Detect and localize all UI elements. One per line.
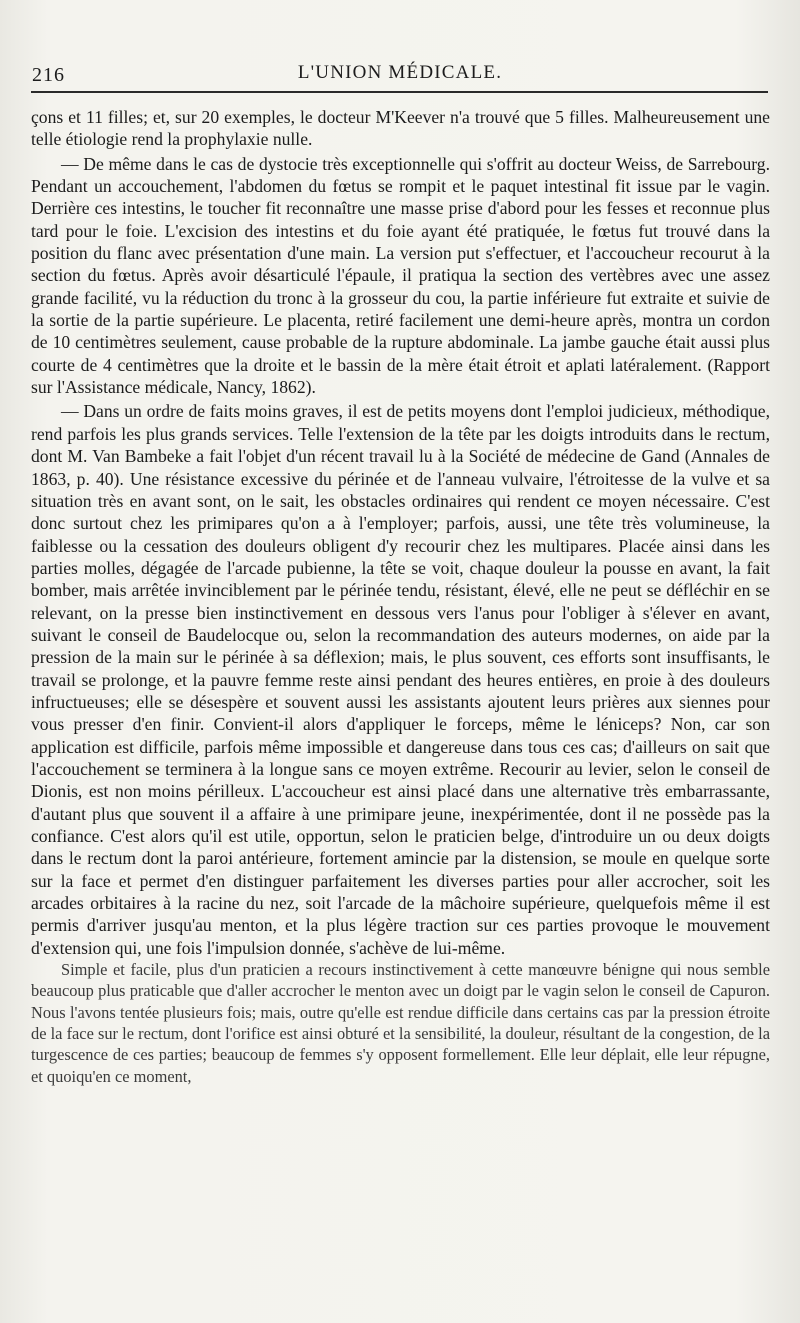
paragraph-capuron: Simple et facile, plus d'un praticien a recours instinctivement à cette manœuvre bénigne qui nous semble beaucoup plus praticable que d'aller accrocher le menton avec un doigt par le vagin selon le conseil de Capuron. Nous l'avons tentée plusieurs fois; mais, outre qu'elle est rendue difficile dans certains cas par la pression étroite de la face sur le rectum, dont l'orifice est ainsi obturé et la sensibilité, la douleur, résultant de la congestion, de la turgescence de ces parties; beaucoup de femmes s'y opposent formellement. Elle leur déplait, elle leur répugne, et quoiqu'en ce moment, (31, 960, 770, 1086)
journal-title: L'UNION MÉDICALE. (297, 62, 503, 83)
header-rule (31, 91, 768, 93)
paragraph-continuation: çons et 11 filles; et, sur 20 exemples, le docteur M'Keever n'a trouvé que 5 filles. Malheureusement une telle étiologie rend la prophylaxie nulle. (31, 107, 770, 150)
paragraph-weiss-case: — De même dans le cas de dystocie très exceptionnelle qui s'offrit au docteur Weiss, de Sarrebourg. Pendant un accouchement, l'abdomen du fœtus se rompit et le paquet intestinal fit issue par le vagin. Derrière ces intestins, le toucher fit reconnaître une masse prise d'abord pour les fesses et reconnue plus tard pour le foie. L'excision des intestins et du foie ayant été pratiquée, le fœtus fut trouvé dans la position du flanc avec présentation d'une main. La version put s'effectuer, et l'accoucheur recourut à la section du fœtus. Après avoir désarticulé l'épaule, il pratiqua la section des vertèbres avec une assez grande facilité, vu la réduction du tronc à la grosseur du cou, la partie inférieure fut extraite et suivie de la sortie de la partie supérieure. Le placenta, retiré facilement une demi-heure après, montra un cordon de 10 centimètres seulement, cause probable de la rupture abdominale. La jambe gauche était aussi plus courte de 4 centimètres que la droite et le bassin de la mère était étroit et aplati latéralement. (Rapport sur l'Assistance médicale, Nancy, 1862). (31, 153, 770, 398)
paragraph-rectal-extension: — Dans un ordre de faits moins graves, il est de petits moyens dont l'emploi judicieux, méthodique, rend parfois les plus grands services. Telle l'extension de la tête par les doigts introduits dans le rectum, dont M. Van Bambeke a fait l'objet d'un récent travail lu à la Société de médecine de Gand (Annales de 1863, p. 40). Une résistance excessive du périnée et de l'anneau vulvaire, l'étroitesse de la vulve et sa situation très en avant sont, on le sait, les obstacles ordinaires qui rendent ce moyen nécessaire. C'est donc surtout chez les primipares qu'on a à l'employer; parfois, aussi, une tête très volumineuse, la faiblesse ou la cessation des douleurs obligent d'y recourir chez les multipares. Placée ainsi dans les parties molles, dégagée de l'arcade pubienne, la tête se voit, chaque douleur la pousse en avant, la fait bomber, mais arrêtée invinciblement par le périnée tendu, résistant, élevé, elle ne peut se défléchir en se relevant, on la presse bien instinctivement en dessous vers l'anus pour l'obliger à s'élever en avant, suivant le conseil de Baudelocque ou, selon la recommandation des auteurs modernes, on aide par la pression de la main sur le périnée à sa déflexion; mais, le plus souvent, ces efforts sont insuffisants, le travail se prolonge, et la pauvre femme reste ainsi pendant des heures entières, en proie à des douleurs infructueuses; elle se désespère et souvent aussi les assistants ajoutent leurs prières aux siennes pour vous presser d'en finir. Convient-il alors d'appliquer le forceps, même le léniceps? Non, car son application est difficile, parfois même impossible et dangereuse dans tous ces cas; d'ailleurs on sait que l'accouchement se terminera à la longue sans ce moyen extrême. Recourir au levier, selon le conseil de Dionis, est non moins périlleux. L'accoucheur est ainsi placé dans une alternative très embarrassante, d'autant plus que souvent il a affaire à une primipare jeune, inexpérimentée, dont il ne possède pas la confiance. C'est alors qu'il est utile, opportun, selon le praticien belge, d'introduire un ou deux doigts dans le rectum dont la paroi antérieure, fortement amincie par la distension, se moule en quelque sorte sur la face et permet d'en distinguer parfaitement les diverses parties pour aller accrocher, soit les arcades orbitaires à la racine du nez, soit l'arcade de la mâchoire supérieure, quelquefois même il est permis d'arriver jusqu'au menton, et la plus légère traction sur ces parties provoque le mouvement d'extension qui, une fois l'impulsion donnée, s'achève de lui-même. (31, 401, 770, 958)
running-head (32, 58, 768, 88)
text-body (31, 106, 774, 1087)
page-number: 216 (32, 64, 65, 86)
